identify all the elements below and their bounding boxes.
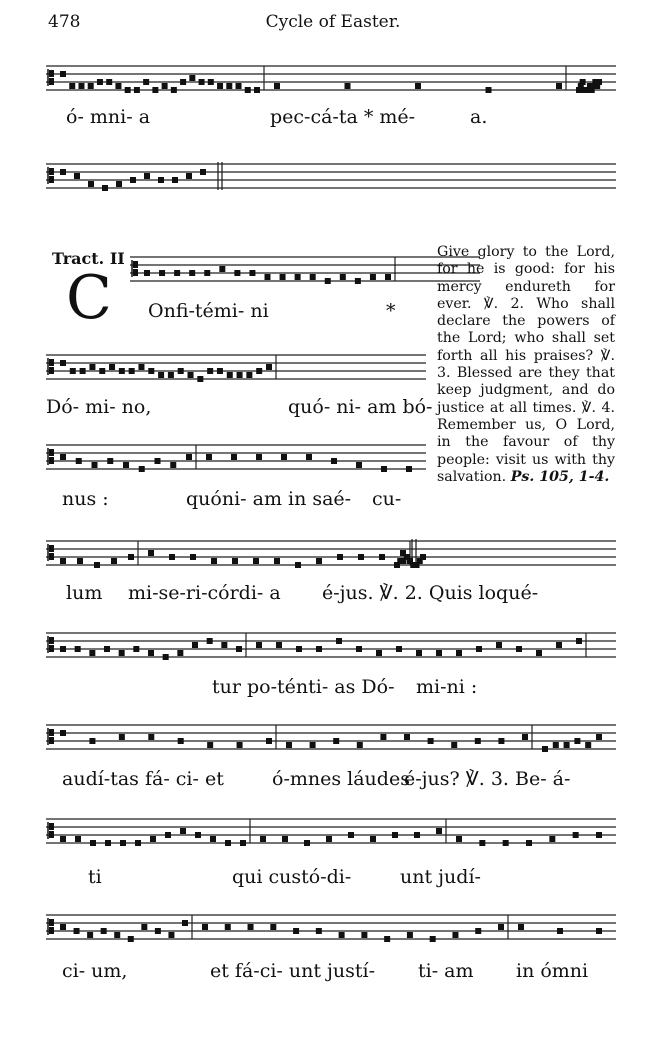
neume-note: [310, 742, 316, 748]
neume-note: [232, 558, 238, 564]
neume-note: [260, 836, 266, 842]
neume-note: [107, 458, 113, 464]
neume-note: [138, 364, 144, 370]
neume-note: [172, 177, 178, 183]
neume-note: [204, 270, 210, 276]
neume-note: [274, 83, 280, 89]
neume-note: [189, 75, 195, 81]
neume-note: [280, 274, 286, 280]
english-translation: [437, 244, 615, 486]
neume-note: [580, 79, 586, 85]
neume-note: [162, 83, 168, 89]
lyric-line: Onfi-témi- ni: [148, 300, 269, 322]
lyric-line: in ómni: [516, 960, 589, 982]
neume-note: [141, 924, 147, 930]
neume-note: [553, 742, 559, 748]
neume-note: [370, 836, 376, 842]
clef-mark: [133, 261, 138, 268]
neume-note: [101, 928, 107, 934]
neume-note: [74, 173, 80, 179]
neume-note: [60, 558, 66, 564]
neume-note: [199, 79, 205, 85]
neume-note: [596, 928, 602, 934]
neume-note: [225, 924, 231, 930]
neume-note: [94, 562, 100, 568]
neume-note: [456, 836, 462, 842]
neume-note: [152, 87, 158, 93]
neume-note: [60, 169, 66, 175]
neume-note: [188, 372, 194, 378]
neume-note: [416, 650, 422, 656]
clef-mark: [49, 645, 54, 652]
neume-note: [159, 270, 165, 276]
neume-note: [221, 642, 227, 648]
neume-note: [60, 454, 66, 460]
neume-note: [208, 79, 214, 85]
staff-system-3: [130, 244, 480, 294]
neume-note: [281, 454, 287, 460]
neume-note: [380, 734, 386, 740]
neume-note: [148, 368, 154, 374]
neume-note: [178, 738, 184, 744]
neume-note: [475, 928, 481, 934]
neume-note: [92, 462, 98, 468]
neume-note: [361, 932, 367, 938]
neume-note: [256, 368, 262, 374]
neume-note: [102, 185, 108, 191]
neume-note: [406, 466, 412, 472]
lyric-line: mi-se-ri-córdi- a: [128, 582, 281, 604]
lyric-line: é-jus. ℣. 2. Quis loqué-: [322, 582, 539, 604]
lyric-line: ti- am: [418, 960, 474, 982]
neume-note: [295, 274, 301, 280]
neume-note: [428, 738, 434, 744]
neume-note: [211, 558, 217, 564]
neume-note: [171, 87, 177, 93]
staff-system-9: [46, 806, 616, 856]
staff-system-7: [46, 620, 616, 670]
neume-note: [475, 738, 481, 744]
neume-note: [180, 79, 186, 85]
lyric-line: qui custó-di-: [232, 866, 352, 888]
neume-note: [436, 650, 442, 656]
neume-note: [227, 372, 233, 378]
neume-note: [89, 738, 95, 744]
neume-note: [542, 746, 548, 752]
clef-mark: [49, 449, 54, 456]
neume-note: [120, 840, 126, 846]
neume-note: [170, 462, 176, 468]
neume-note: [178, 368, 184, 374]
lyric-line: é-jus? ℣. 3. Be- á-: [404, 768, 571, 790]
neume-note: [358, 554, 364, 560]
neume-note: [180, 828, 186, 834]
neume-note: [186, 173, 192, 179]
neume-note: [207, 742, 213, 748]
clef-mark: [49, 919, 54, 926]
neume-note: [236, 83, 242, 89]
neume-note: [356, 646, 362, 652]
clef-mark: [49, 823, 54, 830]
neume-note: [310, 274, 316, 280]
neume-note: [564, 742, 570, 748]
neume-note: [60, 730, 66, 736]
neume-note: [337, 554, 343, 560]
neume-note: [177, 650, 183, 656]
neume-note: [392, 832, 398, 838]
neume-note: [253, 558, 259, 564]
clef-mark: [49, 457, 54, 464]
neume-note: [163, 654, 169, 660]
neume-note: [195, 832, 201, 838]
neume-note: [266, 364, 272, 370]
neume-note: [207, 638, 213, 644]
neume-note: [125, 87, 131, 93]
lyric-line: *: [386, 300, 396, 322]
neume-note: [286, 742, 292, 748]
neume-note: [274, 558, 280, 564]
neume-note: [234, 270, 240, 276]
neume-note: [518, 924, 524, 930]
neume-note: [75, 646, 81, 652]
neume-note: [556, 642, 562, 648]
neume-note: [436, 828, 442, 834]
neume-note: [240, 840, 246, 846]
neume-note: [536, 650, 542, 656]
drop-cap: C: [66, 263, 112, 333]
neume-note: [246, 372, 252, 378]
neume-note: [89, 650, 95, 656]
neume-note: [115, 83, 121, 89]
neume-note: [89, 364, 95, 370]
neume-note: [574, 738, 580, 744]
neume-note: [158, 177, 164, 183]
lyric-line: ci- um,: [62, 960, 128, 982]
clef-mark: [49, 553, 54, 560]
neume-note: [276, 642, 282, 648]
staff-system-5: [46, 432, 426, 482]
neume-note: [304, 840, 310, 846]
neume-note: [585, 742, 591, 748]
neume-note: [556, 83, 562, 89]
neume-note: [143, 79, 149, 85]
neume-note: [356, 462, 362, 468]
neume-note: [97, 79, 103, 85]
neume-note: [174, 270, 180, 276]
neume-note: [192, 642, 198, 648]
lyric-line: ó- mni- a: [66, 106, 151, 128]
neume-note: [139, 466, 145, 472]
neume-note: [237, 742, 243, 748]
neume-note: [60, 924, 66, 930]
staff-system-1: [46, 48, 616, 108]
neume-note: [430, 936, 436, 942]
neume-note: [128, 554, 134, 560]
lyric-line: unt judí-: [400, 866, 481, 888]
neume-note: [189, 270, 195, 276]
page-number: 478: [48, 12, 81, 32]
neume-note: [186, 454, 192, 460]
neume-note: [476, 646, 482, 652]
neume-note: [123, 462, 129, 468]
neume-note: [133, 646, 139, 652]
neume-note: [306, 454, 312, 460]
neume-note: [200, 169, 206, 175]
neume-note: [116, 181, 122, 187]
neume-note: [496, 642, 502, 648]
neume-note: [217, 368, 223, 374]
neume-note: [249, 270, 255, 276]
neume-note: [69, 83, 75, 89]
neume-note: [130, 177, 136, 183]
neume-note: [456, 650, 462, 656]
neume-note: [596, 734, 602, 740]
neume-note: [248, 924, 254, 930]
neume-note: [576, 638, 582, 644]
neume-note: [339, 932, 345, 938]
lyric-line: et fá-ci- unt justí-: [210, 960, 376, 982]
neume-note: [237, 372, 243, 378]
neume-note: [219, 266, 225, 272]
clef-mark: [49, 168, 54, 175]
neume-note: [522, 734, 528, 740]
neume-note: [296, 646, 302, 652]
neume-note: [60, 646, 66, 652]
neume-note: [206, 454, 212, 460]
neume-note: [596, 832, 602, 838]
neume-note: [90, 840, 96, 846]
neume-note: [266, 738, 272, 744]
neume-note: [265, 274, 271, 280]
neume-note: [282, 836, 288, 842]
neume-note: [60, 836, 66, 842]
neume-note: [384, 936, 390, 942]
neume-note: [135, 840, 141, 846]
lyric-line: ti: [88, 866, 102, 888]
neume-note: [415, 83, 421, 89]
neume-note: [202, 924, 208, 930]
clef-mark: [49, 737, 54, 744]
neume-note: [340, 274, 346, 280]
neume-note: [316, 928, 322, 934]
neume-note: [104, 646, 110, 652]
staff-system-10: [46, 902, 616, 952]
neume-note: [60, 360, 66, 366]
neume-note: [331, 458, 337, 464]
clef-mark: [49, 831, 54, 838]
neume-note: [370, 274, 376, 280]
neume-note: [78, 83, 84, 89]
clef-mark: [49, 729, 54, 736]
neume-note: [549, 836, 555, 842]
neume-note: [379, 554, 385, 560]
neume-note: [231, 454, 237, 460]
neume-note: [381, 466, 387, 472]
neume-note: [105, 840, 111, 846]
neume-note: [155, 928, 161, 934]
neume-note: [355, 278, 361, 284]
neume-note: [169, 554, 175, 560]
neume-note: [573, 832, 579, 838]
neume-note: [256, 642, 262, 648]
neume-note: [236, 646, 242, 652]
neume-note: [60, 71, 66, 77]
neume-note: [182, 920, 188, 926]
lyric-line: quó- ni- am bó-: [288, 396, 433, 418]
staff-system-8: [46, 712, 616, 762]
neume-note: [357, 742, 363, 748]
neume-note: [245, 87, 251, 93]
neume-note: [333, 738, 339, 744]
neume-note: [165, 832, 171, 838]
neume-note: [345, 83, 351, 89]
neume-note: [87, 932, 93, 938]
neume-note: [190, 554, 196, 560]
clef-mark: [49, 70, 54, 77]
clef-mark: [49, 367, 54, 374]
neume-note: [150, 836, 156, 842]
neume-note: [452, 932, 458, 938]
neume-note: [498, 738, 504, 744]
lyric-line: mi-ni :: [416, 676, 478, 698]
neume-note: [144, 173, 150, 179]
scripture-reference: Ps. 105, 1-4.: [510, 468, 610, 485]
lyric-line: Dó- mi- no,: [46, 396, 152, 418]
neume-note: [76, 458, 82, 464]
neume-note: [254, 87, 260, 93]
staff-system-6: [46, 528, 616, 578]
neume-note: [385, 274, 391, 280]
neume-note: [486, 87, 492, 93]
neume-note: [88, 181, 94, 187]
neume-note: [348, 832, 354, 838]
neume-note: [148, 550, 154, 556]
neume-note: [217, 83, 223, 89]
neume-note: [77, 558, 83, 564]
neume-note: [376, 650, 382, 656]
neume-note: [407, 932, 413, 938]
neume-note: [326, 836, 332, 842]
neume-note: [168, 932, 174, 938]
lyric-line: tur po-ténti- as Dó-: [212, 676, 395, 698]
neume-note: [336, 638, 342, 644]
neume-note: [144, 270, 150, 276]
clef-mark: [49, 359, 54, 366]
neume-note: [557, 928, 563, 934]
neume-note: [70, 368, 76, 374]
neume-note: [128, 936, 134, 942]
neume-note: [256, 454, 262, 460]
clef-mark: [133, 269, 138, 276]
neume-note: [168, 372, 174, 378]
neume-note: [114, 932, 120, 938]
neume-note: [109, 364, 115, 370]
lyric-line: quóni- am in saé-: [186, 488, 352, 510]
clef-mark: [49, 176, 54, 183]
neume-note: [516, 646, 522, 652]
neume-note: [119, 734, 125, 740]
neume-note: [158, 372, 164, 378]
neume-note: [210, 836, 216, 842]
neume-note: [226, 83, 232, 89]
staff-system-4: [46, 342, 426, 392]
staff-system-2: [46, 146, 616, 206]
lyric-line: lum: [66, 582, 103, 604]
neume-note: [526, 840, 532, 846]
neume-note: [148, 650, 154, 656]
lyric-line: cu-: [372, 488, 402, 510]
neume-note: [270, 924, 276, 930]
neume-note: [207, 368, 213, 374]
lyric-line: a.: [470, 106, 488, 128]
neume-note: [451, 742, 457, 748]
neume-note: [88, 83, 94, 89]
neume-note: [295, 562, 301, 568]
neume-note: [396, 646, 402, 652]
neume-note: [106, 79, 112, 85]
lyric-line: nus :: [62, 488, 109, 510]
neume-note: [316, 558, 322, 564]
lyric-line: audí-tas fá- ci- et: [62, 768, 224, 790]
neume-note: [75, 836, 81, 842]
neume-note: [225, 840, 231, 846]
neume-note: [293, 928, 299, 934]
neume-note: [316, 646, 322, 652]
lyric-line: pec-cá-ta * mé-: [270, 106, 416, 128]
neume-note: [197, 376, 203, 382]
translation-text: Give glory to the Lord, for he is good: for his mercy endureth for ever. ℣. 2. Who shall declare the powers of the Lord; who shall set forth all his praises? ℣. 3. Blessed are they that keep judgment, and do justice at all times. ℣. 4. Remember us, O Lord, in the favour of thy people: visit us with thy salvation.: [437, 244, 615, 485]
neume-note: [74, 928, 80, 934]
neume-note: [111, 558, 117, 564]
neume-note: [404, 734, 410, 740]
neume-note: [155, 458, 161, 464]
lyric-line: ó-mnes láudes: [272, 768, 410, 790]
neume-note: [148, 734, 154, 740]
neume-note: [394, 562, 400, 568]
clef-mark: [49, 927, 54, 934]
neume-note: [134, 87, 140, 93]
clef-mark: [49, 545, 54, 552]
clef-mark: [49, 78, 54, 85]
neume-note: [498, 924, 504, 930]
neume-note: [503, 840, 509, 846]
neume-note: [129, 368, 135, 374]
neume-note: [119, 368, 125, 374]
neume-note: [119, 650, 125, 656]
neume-note: [80, 368, 86, 374]
neume-note: [479, 840, 485, 846]
neume-note: [414, 832, 420, 838]
tract-label: Tract. II: [52, 249, 125, 268]
running-title: Cycle of Easter.: [265, 12, 401, 32]
neume-note: [325, 278, 331, 284]
neume-note: [596, 79, 602, 85]
neume-note: [99, 368, 105, 374]
clef-mark: [49, 637, 54, 644]
